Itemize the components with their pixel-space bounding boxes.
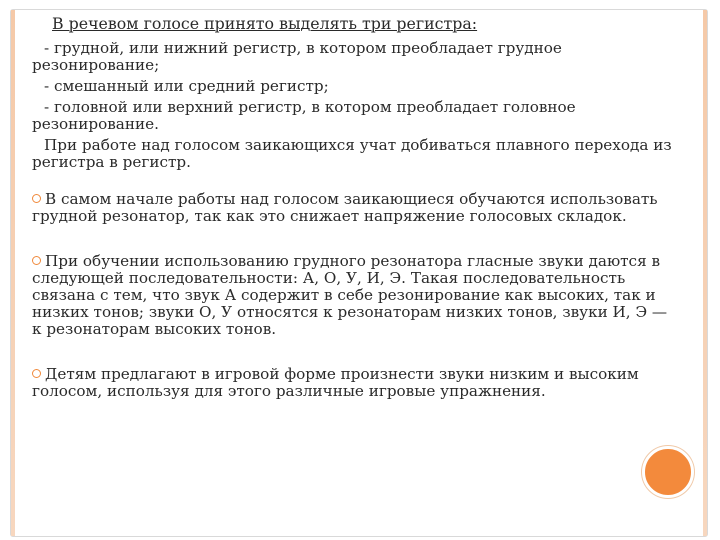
bullet-text: В самом начале работы над голосом заикающиеся обучаются использовать грудной резонатор, так как это снижает напряжение голосовых складок. bbox=[32, 190, 658, 225]
bullet-item bbox=[32, 253, 672, 338]
register-item-mixed bbox=[32, 78, 672, 95]
circle-bullet-icon bbox=[32, 369, 41, 378]
register-item-text: - головной или верхний регистр, в котором преобладает головное резонирование. bbox=[32, 98, 576, 133]
orange-circle-decoration bbox=[642, 446, 694, 498]
bullet-item bbox=[32, 191, 672, 225]
register-item-text: - смешанный или средний регистр; bbox=[44, 77, 329, 95]
slide-heading: В речевом голосе принято выделять три регистра: bbox=[52, 14, 478, 33]
slide-content bbox=[32, 14, 672, 400]
intro-paragraph: При работе над голосом заикающихся учат добиваться плавного перехода из регистра в регистр. bbox=[32, 136, 672, 171]
left-decor-strip bbox=[11, 10, 15, 536]
bullet-text: Детям предлагают в игровой форме произнести звуки низким и высоким голосом, используя для этого различные игровые упражнения. bbox=[32, 365, 639, 400]
register-item-head bbox=[32, 99, 672, 133]
register-item-chest bbox=[32, 40, 672, 74]
right-decor-strip bbox=[703, 10, 707, 536]
circle-bullet-icon bbox=[32, 194, 41, 203]
bullet-text: При обучении использованию грудного резонатора гласные звуки даются в следующей последовательности: А, О, У, И, Э. Такая последовательность связана с тем, что звук А содержит в себе резонирование как высоких, так и низких тонов; звуки О, У относятся к резонаторам низких тонов, звуки И, Э — к резонаторам высоких тонов. bbox=[32, 252, 668, 338]
circle-bullet-icon bbox=[32, 256, 41, 265]
register-item-text: - грудной, или нижний регистр, в котором преобладает грудное резонирование; bbox=[32, 39, 562, 74]
bullet-item bbox=[32, 366, 672, 400]
